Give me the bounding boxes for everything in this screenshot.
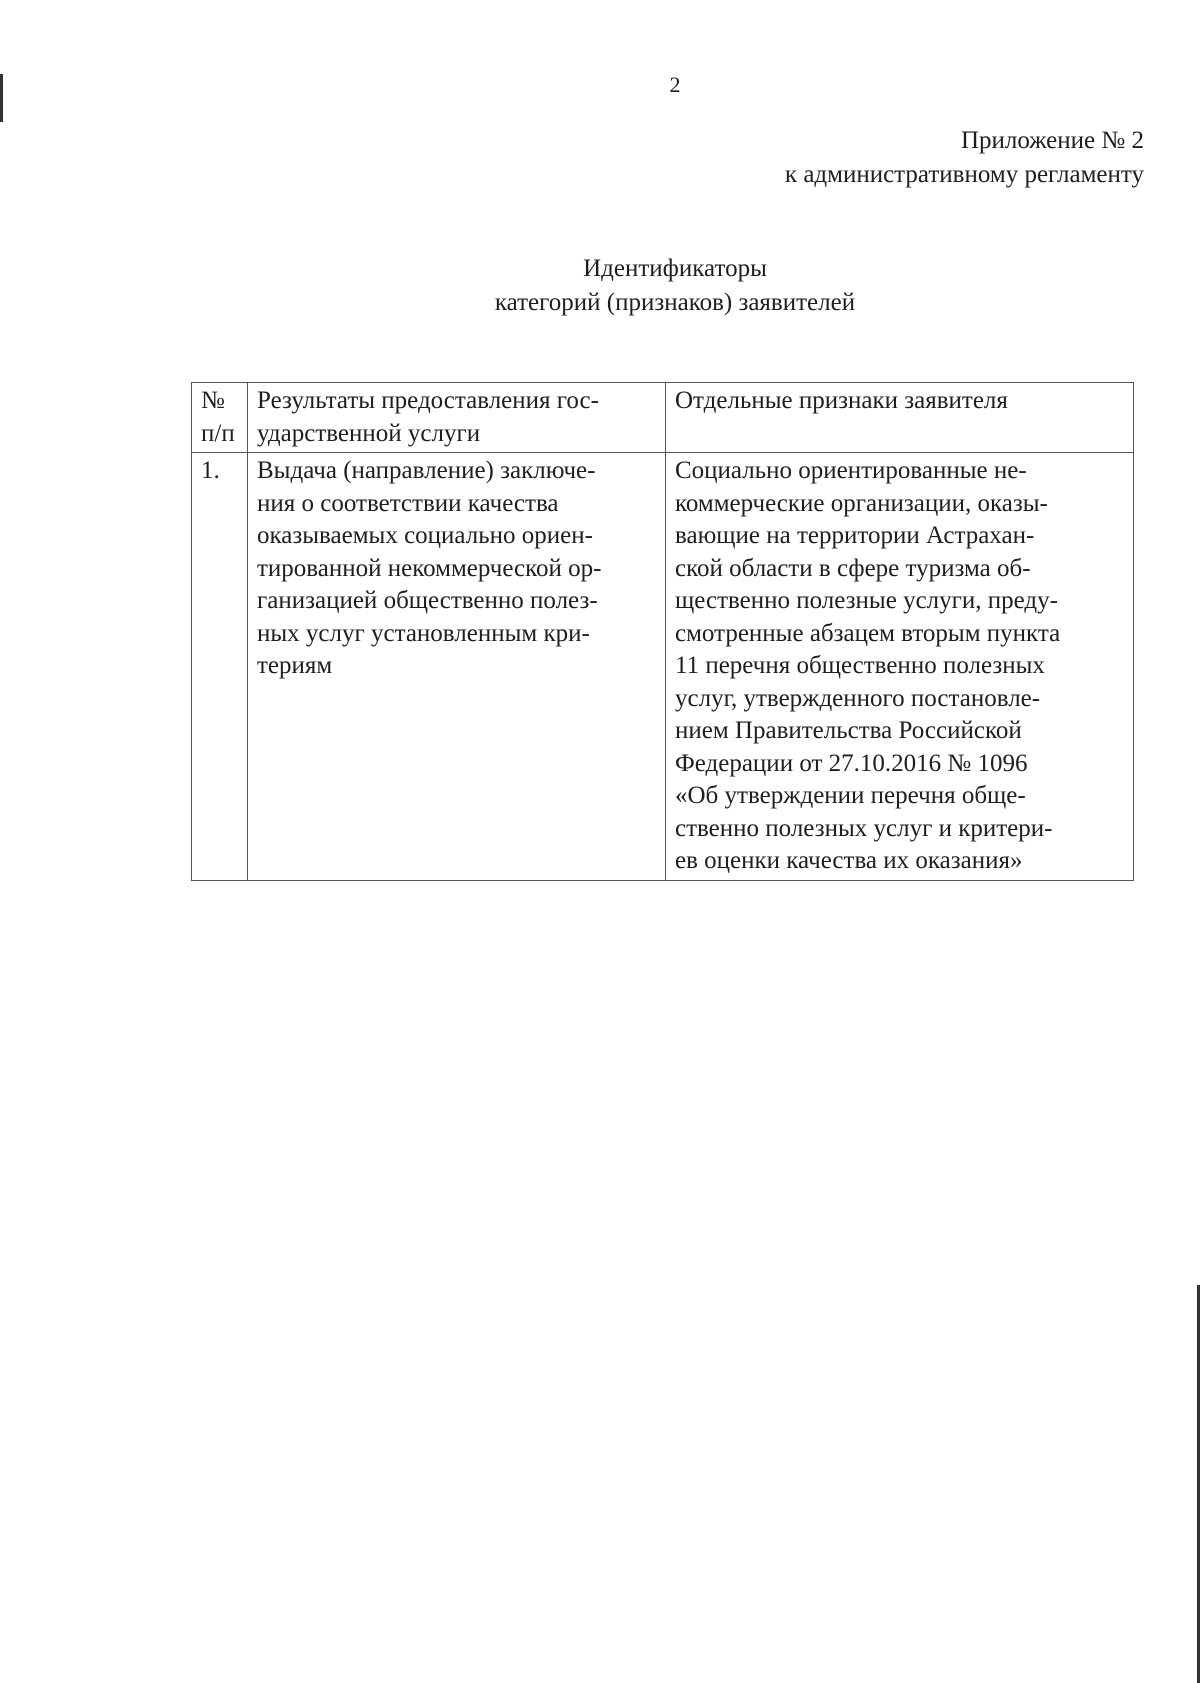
cell-features bbox=[666, 453, 1134, 881]
cell-result bbox=[248, 453, 666, 881]
header-result bbox=[248, 383, 666, 453]
cell-number: 1. bbox=[192, 453, 248, 881]
table-row bbox=[192, 453, 1134, 881]
header-number-line-1: № bbox=[201, 387, 225, 414]
page-number: 2 bbox=[669, 72, 681, 97]
header-result-text: Результаты предоставления гос- ударственной услуги bbox=[257, 387, 599, 447]
cell-result-text: Выдача (направление) заключе- ния о соответствии качества оказываемых социально ориен- тированной некоммерческой ор- ганизацией общественно полез- ных услуг установленным кри- териям bbox=[257, 457, 602, 679]
title-line-2: категорий (признаков) заявителей bbox=[494, 289, 856, 316]
appendix-line-1: Приложение № 2 bbox=[960, 127, 1144, 154]
header-number bbox=[192, 383, 248, 453]
header-number-line-2: п/п bbox=[201, 419, 235, 447]
table-header-row bbox=[192, 383, 1134, 453]
identifiers-table bbox=[191, 382, 1134, 881]
document-title bbox=[0, 252, 1200, 320]
cell-features-text: Социально ориентированные не- коммерческие организации, оказы- вающие на территории Астрахан- ской области в сфере туризма об- щественно полезные услуги, преду- смотренные абзацем вторым пункта 11 перечня общественно полезных услуг, утвержденного постановле- нием Правительства Российской Федерации от 27.10.2016 № 1096 «Об утверждении перечня обще- ственно полезных услуг и критери- ев оценки качества их оказания» bbox=[675, 457, 1061, 874]
header-features: Отдельные признаки заявителя bbox=[666, 383, 1134, 453]
appendix-line-2: к административному регламенту bbox=[784, 161, 1144, 188]
title-line-1: Идентификаторы bbox=[583, 255, 767, 282]
appendix-heading bbox=[785, 124, 1144, 192]
